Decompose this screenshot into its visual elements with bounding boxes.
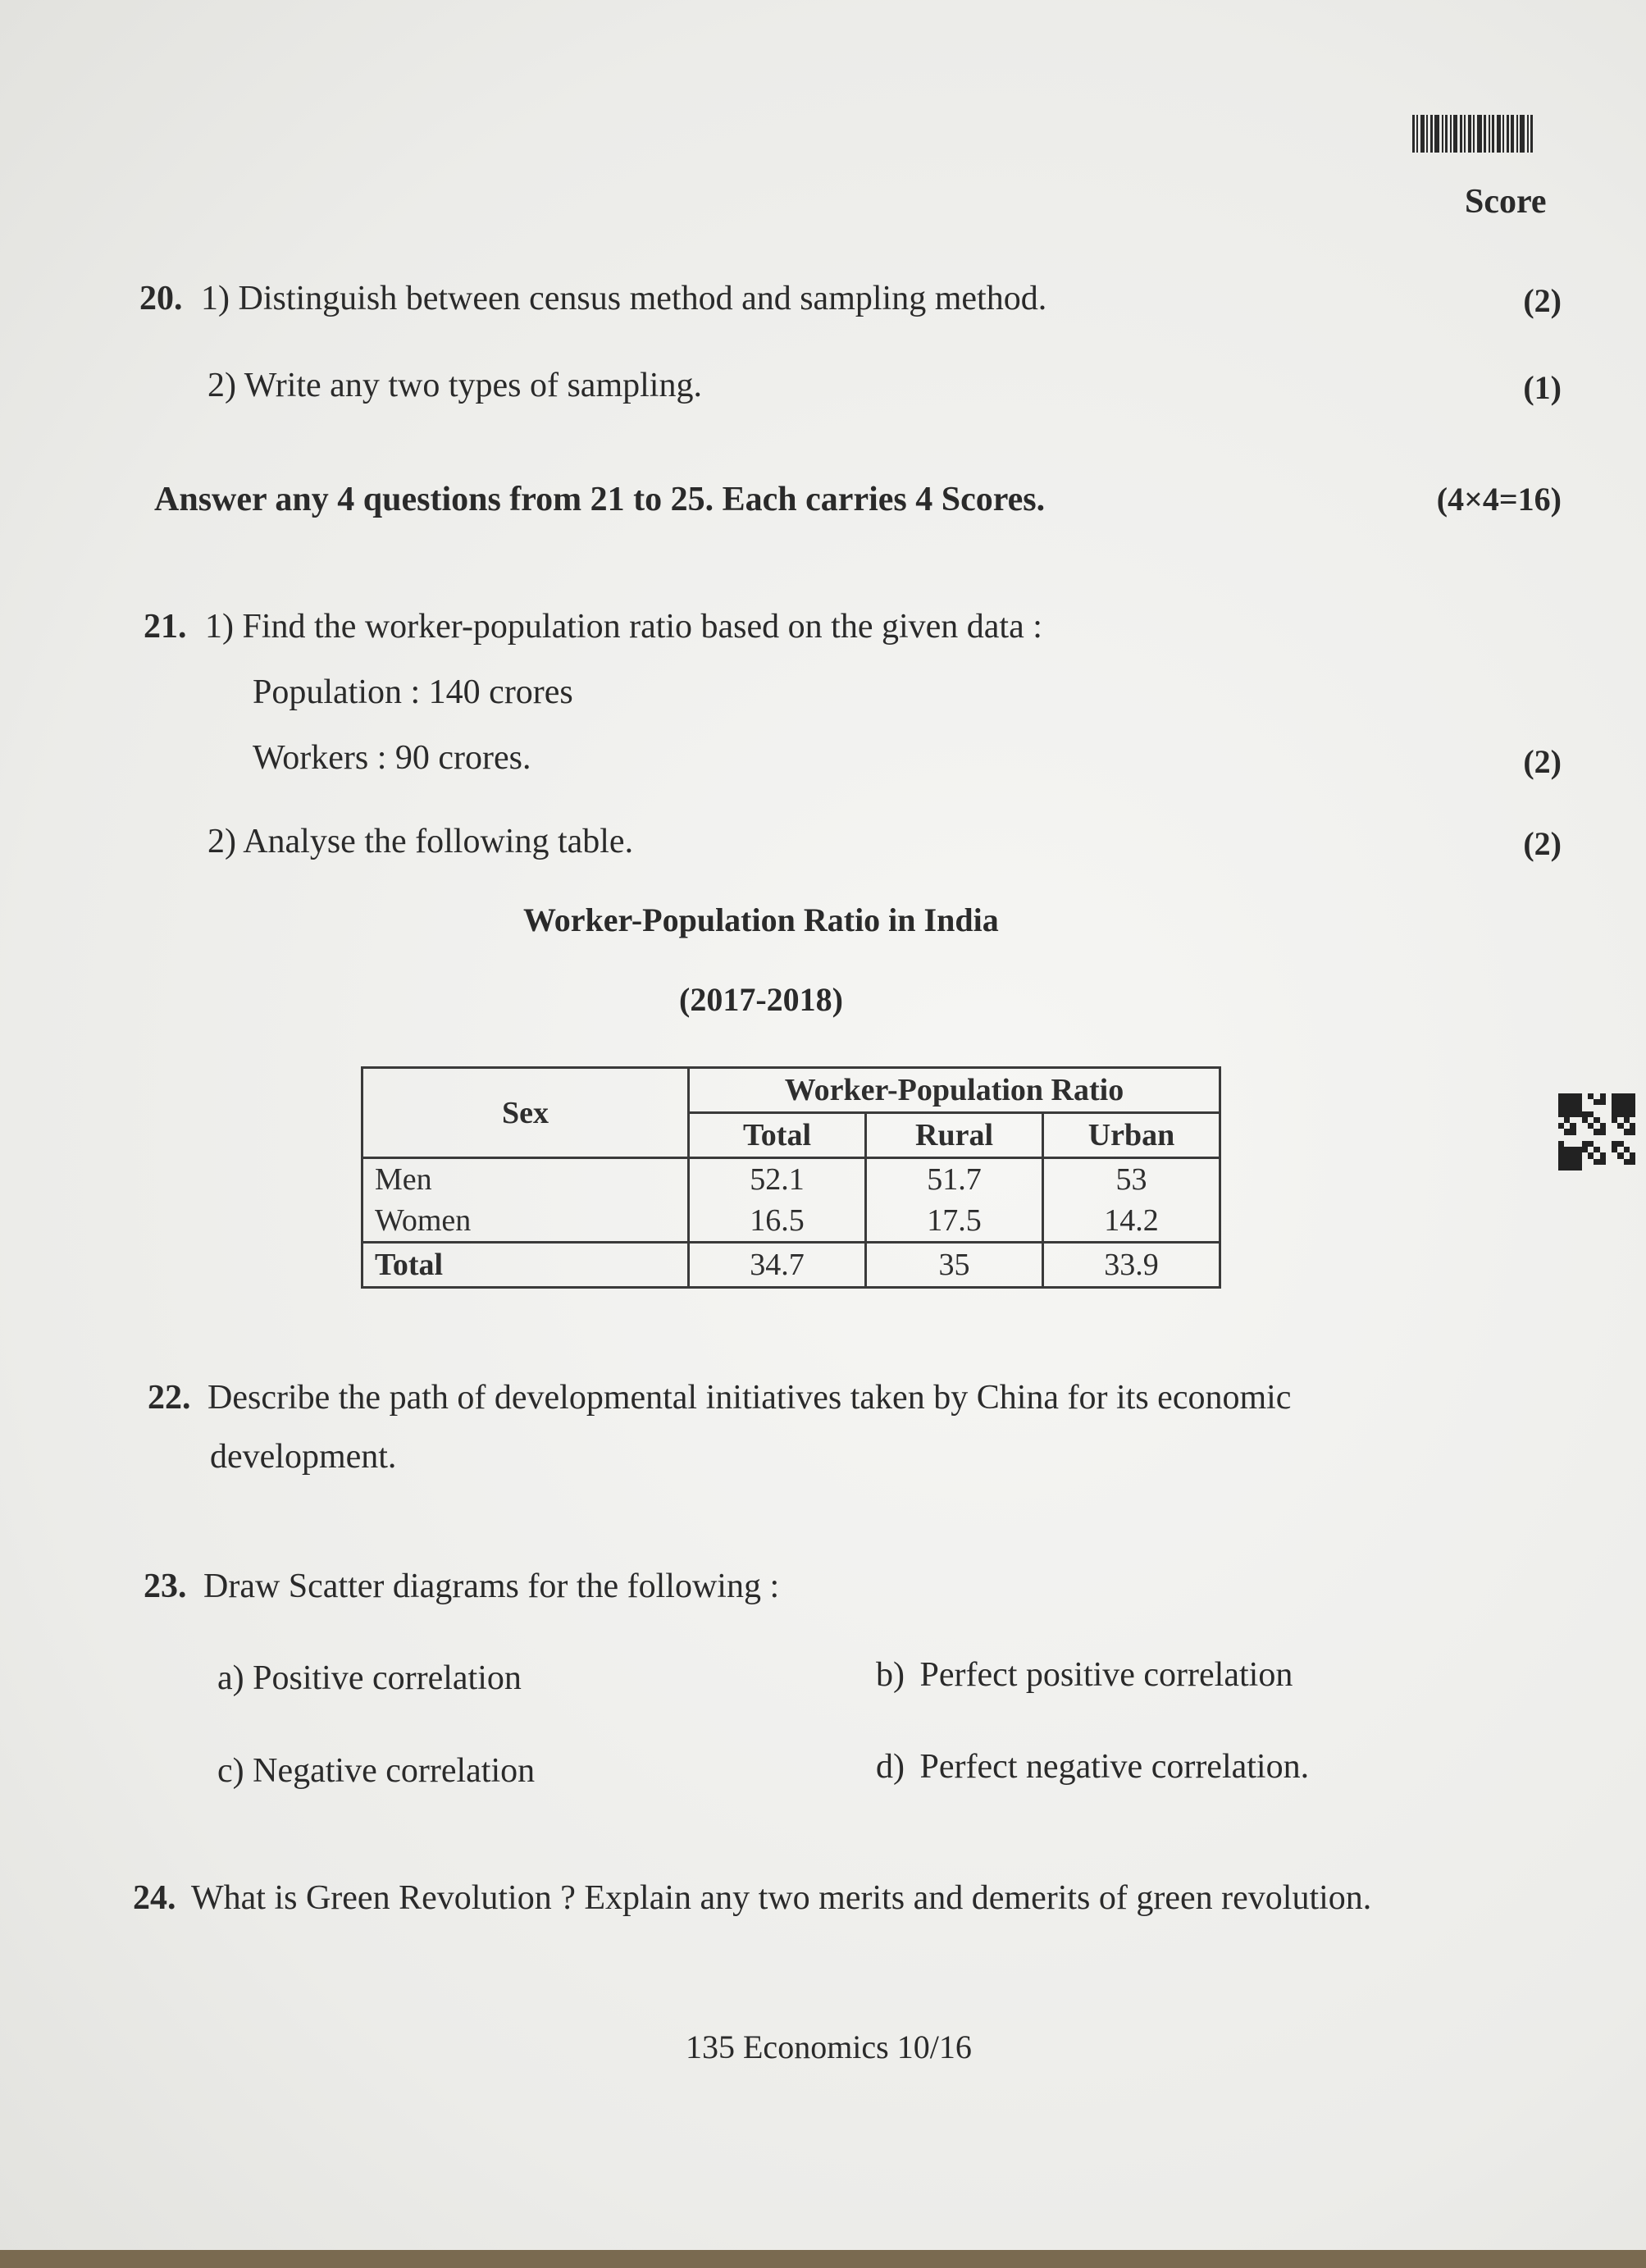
option-b: b) Perfect positive correlation [876,1656,1293,1694]
header-total: Total [689,1113,866,1158]
question-number: 21. [144,608,187,646]
question-text: Analyse the following table. [243,823,634,860]
header-urban: Urban [1043,1113,1220,1158]
row-label-men: Men [375,1162,432,1197]
table-title: Worker-Population Ratio in India [523,901,999,938]
question-number: 22. [148,1379,191,1417]
question-number: 23. [144,1568,187,1605]
row-label-total: Total [362,1243,689,1288]
row-label-women: Women [375,1203,472,1238]
cell-value: 53 [1115,1162,1147,1197]
part-label: 2) [207,823,236,860]
option-c: c) Negative correlation [217,1752,536,1790]
question-text: Write any two types of sampling. [244,367,702,404]
score-value: (2) [1523,825,1562,862]
question-text: Draw Scatter diagrams for the following : [203,1568,780,1605]
cell-value: 16.5 [750,1203,805,1238]
score-column-label: Score [1465,183,1547,221]
page-footer: 135 Economics 10/16 [686,2028,972,2065]
question-text: Describe the path of developmental initiatives taken by China for its economic [207,1379,1292,1417]
question-text: Find the worker-population ratio based on the given data : [242,608,1042,646]
score-value: (1) [1523,369,1562,406]
cell-value: 33.9 [1043,1243,1220,1288]
header-sex: Sex [362,1068,689,1158]
cell-value: 17.5 [927,1203,982,1238]
option-a: a) Positive correlation [217,1659,522,1697]
table-row [362,1158,1220,1243]
question-24 [133,1878,1371,1918]
cell-value: 35 [866,1243,1043,1288]
section-score: (4×4=16) [1436,481,1562,518]
question-text-continued: development. [210,1438,397,1476]
section-instruction: Answer any 4 questions from 21 to 25. Each carries 4 Scores. [154,481,1046,518]
score-value: (2) [1523,282,1562,319]
cell-value: 14.2 [1104,1203,1159,1238]
cell-value: 52.1 [750,1162,805,1197]
header-group: Worker-Population Ratio [689,1068,1220,1113]
page-bottom-edge [0,2250,1646,2268]
barcode [1412,115,1560,153]
question-text: What is Green Revolution ? Explain any two merits and demerits of green revolution. [191,1879,1372,1917]
part-label: 1) [201,280,230,317]
question-number: 24. [133,1879,176,1917]
qr-code [1558,1093,1635,1171]
question-number: 20. [139,280,183,317]
cell-value: 51.7 [927,1162,982,1197]
cell-value: 34.7 [689,1243,866,1288]
part-label: 1) [205,608,234,646]
header-rural: Rural [866,1113,1043,1158]
part-label: 2) [207,367,236,404]
option-d: d) Perfect negative correlation. [876,1748,1310,1786]
worker-population-table [361,1066,1221,1289]
given-workers: Workers : 90 crores. [253,739,531,777]
given-population: Population : 140 crores [253,673,573,711]
table-subtitle: (2017-2018) [679,981,843,1018]
question-text: Distinguish between census method and sampling method. [238,280,1047,317]
score-value: (2) [1523,743,1562,780]
table-row-total [362,1243,1220,1288]
